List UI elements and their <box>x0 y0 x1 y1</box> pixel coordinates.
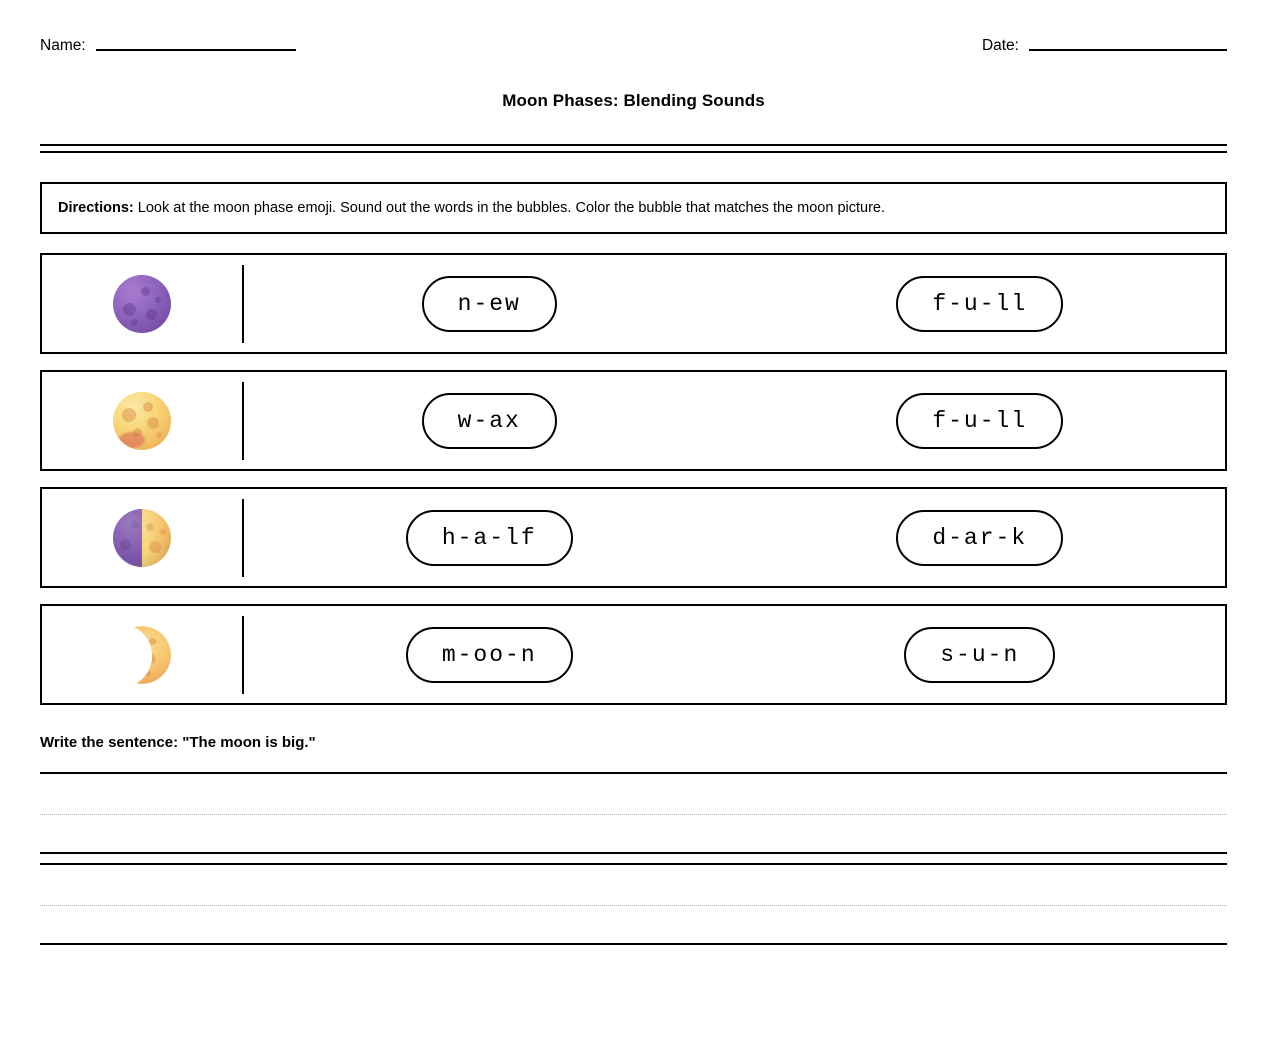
bubble-slot <box>735 510 1226 566</box>
handwriting-top-line <box>40 772 1227 774</box>
question-rows <box>40 253 1227 705</box>
choice-bubble[interactable]: f-u-ll <box>896 393 1063 449</box>
handwriting-top-line <box>40 863 1227 865</box>
choice-bubbles <box>244 393 1225 449</box>
title-double-rule <box>40 144 1227 153</box>
last-quarter-moon-icon <box>113 509 171 567</box>
moon-cell <box>42 509 242 567</box>
choice-bubble[interactable]: h-a-lf <box>406 510 573 566</box>
bubble-slot <box>244 627 735 683</box>
name-field <box>40 38 296 53</box>
choice-bubble[interactable]: m-oo-n <box>406 627 573 683</box>
choice-bubble[interactable]: f-u-ll <box>896 276 1063 332</box>
moon-cell <box>42 626 242 684</box>
choice-bubbles <box>244 510 1225 566</box>
table-row <box>40 253 1227 354</box>
bubble-slot <box>735 393 1226 449</box>
date-write-line[interactable] <box>1029 48 1227 51</box>
handwriting-dotted-midline <box>40 905 1227 906</box>
date-label: Date: <box>981 37 1019 54</box>
table-row <box>40 370 1227 471</box>
bubble-slot <box>735 627 1226 683</box>
name-label: Name: <box>40 37 86 54</box>
new-moon-icon <box>113 275 171 333</box>
handwriting-line-group[interactable] <box>40 863 1227 945</box>
table-row <box>40 604 1227 705</box>
bubble-slot <box>244 276 735 332</box>
directions-text: Look at the moon phase emoji. Sound out the words in the bubbles. Color the bubble that matches the moon picture. <box>137 200 885 216</box>
date-field <box>982 38 1227 53</box>
full-moon-icon <box>113 392 171 450</box>
moon-cell <box>42 392 242 450</box>
bubble-slot <box>244 510 735 566</box>
directions-label: Directions: <box>58 200 134 216</box>
bubble-slot <box>244 393 735 449</box>
choice-bubble[interactable]: w-ax <box>422 393 557 449</box>
handwriting-baseline <box>40 943 1227 945</box>
choice-bubbles <box>244 627 1225 683</box>
page-title: Moon Phases: Blending Sounds <box>502 91 765 110</box>
writing-prompt: Write the sentence: "The moon is big." <box>40 734 316 751</box>
choice-bubbles <box>244 276 1225 332</box>
choice-bubble[interactable]: n-ew <box>422 276 557 332</box>
name-write-line[interactable] <box>96 48 296 51</box>
choice-bubble[interactable]: s-u-n <box>904 627 1055 683</box>
directions-box <box>40 182 1227 234</box>
name-date-row <box>40 0 1227 53</box>
table-row <box>40 487 1227 588</box>
handwriting-line-group[interactable] <box>40 772 1227 854</box>
handwriting-dotted-midline <box>40 814 1227 815</box>
handwriting-baseline <box>40 852 1227 854</box>
crescent-moon-icon <box>113 626 171 684</box>
bubble-slot <box>735 276 1226 332</box>
choice-bubble[interactable]: d-ar-k <box>896 510 1063 566</box>
moon-cell <box>42 275 242 333</box>
